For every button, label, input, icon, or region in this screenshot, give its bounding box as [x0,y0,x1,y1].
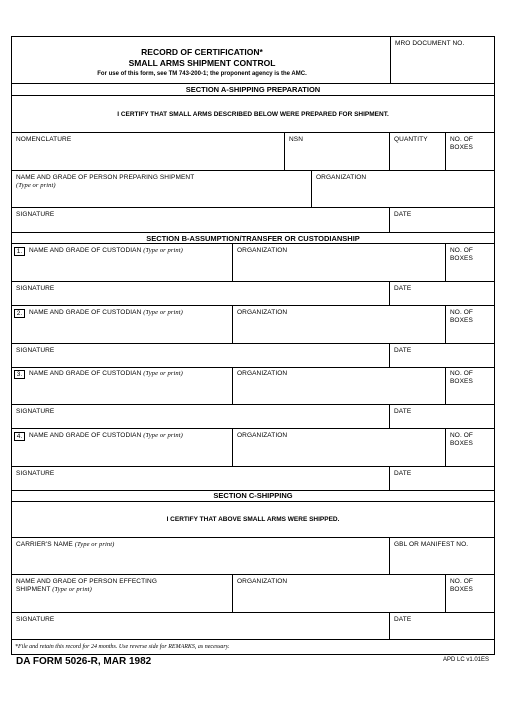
signature-label: SIGNATURE [16,347,55,354]
custodian-number: 1. [14,247,25,256]
custodian-organization-field[interactable] [233,244,446,281]
effector-organization-field[interactable] [233,575,446,612]
custodian-boxes-field[interactable] [446,244,495,281]
preparer-row [12,171,494,208]
custodian-organization-label: ORGANIZATION [237,309,288,316]
header-block [12,37,494,84]
preparer-signature-row [12,208,494,233]
custodian-boxes-label: NO. OF BOXES [450,370,473,385]
preparer-organization-field[interactable] [312,171,495,207]
custodian-organization-field[interactable] [233,306,446,343]
effector-field[interactable] [12,575,233,612]
effector-label-wrap [16,578,157,593]
signature-label: SIGNATURE [16,285,55,292]
mro-document-label: MRO DOCUMENT NO. [395,40,465,47]
custodian-signature-row [12,467,494,491]
custodian-boxes-field[interactable] [446,367,495,404]
date-label: DATE [394,285,412,292]
nsn-label: NSN [289,136,304,143]
effector-organization-label: ORGANIZATION [237,578,288,585]
date-label: DATE [394,470,412,477]
custodian-organization-field[interactable] [233,367,446,404]
custodian-signature-field[interactable] [12,282,390,305]
mro-document-field[interactable] [390,37,495,83]
custodian-signature-row [12,344,494,368]
custodian-boxes-label: NO. OF BOXES [450,432,473,447]
date-label: DATE [394,408,412,415]
custodian-boxes-field[interactable] [446,306,495,343]
signature-label: SIGNATURE [16,616,55,623]
custodian-number: 3. [14,370,25,379]
carrier-label: CARRIER'S NAME [16,541,73,548]
preparer-organization-label: ORGANIZATION [316,174,367,181]
form-subtitle: SMALL ARMS SHIPMENT CONTROL [128,58,276,68]
carrier-field[interactable] [12,538,390,574]
custodian-date-field[interactable] [390,282,495,305]
quantity-label: QUANTITY [394,136,428,143]
custodian-organization-field[interactable] [233,429,446,466]
type-or-print-note: (Type or print) [143,309,183,316]
custodian-date-field[interactable] [390,344,495,367]
custodian-date-field[interactable] [390,405,495,428]
effector-signature-row [12,613,494,640]
section-a-certify: I CERTIFY THAT SMALL ARMS DESCRIBED BELOW WERE PREPARED FOR SHIPMENT. [12,96,494,133]
custodian-signature-row [12,282,494,306]
custodian-date-field[interactable] [390,467,495,490]
custodian-label: NAME AND GRADE OF CUSTODIAN [29,309,142,316]
custodian-number: 4. [14,432,25,441]
custodian-name-field[interactable] [12,367,233,404]
custodian-label-wrap [14,432,183,441]
type-or-print-note: (Type or print) [143,247,183,254]
date-label: DATE [394,616,412,623]
custodian-name-field[interactable] [12,244,233,281]
custodian-label-wrap [14,309,183,318]
custodian-signature-field[interactable] [12,467,390,490]
nomenclature-field[interactable] [12,133,285,170]
shipment-control-form [11,36,495,655]
custodian-number: 2. [14,309,25,318]
effector-boxes-label: NO. OF BOXES [450,578,473,593]
carrier-label-wrap [16,541,114,549]
signature-label: SIGNATURE [16,470,55,477]
nomenclature-label: NOMENCLATURE [16,136,72,143]
custodian-label: NAME AND GRADE OF CUSTODIAN [29,370,142,377]
date-label: DATE [394,347,412,354]
preparer-field[interactable] [12,171,312,207]
custodian-organization-label: ORGANIZATION [237,370,288,377]
custodian-row [12,244,494,282]
section-a-title: SECTION A-SHIPPING PREPARATION [12,84,494,96]
effector-signature-field[interactable] [12,613,390,639]
custodian-boxes-label: NO. OF BOXES [450,309,473,324]
custodian-label: NAME AND GRADE OF CUSTODIAN [29,247,142,254]
custodian-row [12,429,494,467]
version-label: APD LC v1.01ES [443,657,490,663]
custodian-boxes-label: NO. OF BOXES [450,247,473,262]
preparer-signature-field[interactable] [12,208,390,232]
signature-label: SIGNATURE [16,211,55,218]
form-number: DA FORM 5026-R, MAR 1982 [16,656,152,667]
effector-date-field[interactable] [390,613,495,639]
form-title: RECORD OF CERTIFICATION* [141,47,263,57]
gbl-label: GBL OR MANIFEST NO. [394,541,469,548]
preparer-label-wrap [16,174,194,189]
custodian-row [12,306,494,344]
quantity-field[interactable] [390,133,446,170]
custodian-organization-label: ORGANIZATION [237,247,288,254]
retention-footnote: *File and retain this record for 24 months. Use reverse side for REMARKS, as necessary. [15,644,230,650]
boxes-field[interactable] [446,133,495,170]
nsn-field[interactable] [285,133,390,170]
custodian-boxes-field[interactable] [446,429,495,466]
custodian-signature-row [12,405,494,429]
custodian-label-wrap [14,247,183,256]
proponent-note: For use of this form, see TM 743-200-1; the proponent agency is the AMC. [97,71,307,77]
custodian-name-field[interactable] [12,429,233,466]
signature-label: SIGNATURE [16,408,55,415]
type-or-print-note: (Type or print) [16,181,56,189]
effector-label-line2: SHIPMENT [16,585,51,593]
gbl-field[interactable] [390,538,495,574]
custodian-signature-field[interactable] [12,405,390,428]
custodian-name-field[interactable] [12,306,233,343]
effector-row [12,575,494,613]
nomenclature-row [12,133,494,171]
type-or-print-note: (Type or print) [143,370,183,377]
preparer-date-field[interactable] [390,208,495,232]
boxes-label: NO. OF BOXES [450,136,473,151]
custodian-signature-field[interactable] [12,344,390,367]
custodian-organization-label: ORGANIZATION [237,432,288,439]
section-c-certify: I CERTIFY THAT ABOVE SMALL ARMS WERE SHIPPED. [12,502,494,538]
effector-boxes-field[interactable] [446,575,495,612]
custodian-label-wrap [14,370,183,379]
section-b-title: SECTION B-ASSUMPTION/TRANSFER OR CUSTODIANSHIP [12,233,494,244]
effector-label-line1: NAME AND GRADE OF PERSON EFFECTING [16,578,157,585]
type-or-print-note: (Type or print) [52,585,92,593]
type-or-print-note: (Type or print) [74,541,115,548]
type-or-print-note: (Type or print) [143,432,183,439]
preparer-label: NAME AND GRADE OF PERSON PREPARING SHIPMENT [16,174,195,181]
section-c-title: SECTION C-SHIPPING [12,490,494,502]
date-label: DATE [394,211,412,218]
custodian-row [12,367,494,405]
custodian-label: NAME AND GRADE OF CUSTODIAN [29,432,142,439]
carrier-row [12,538,494,575]
